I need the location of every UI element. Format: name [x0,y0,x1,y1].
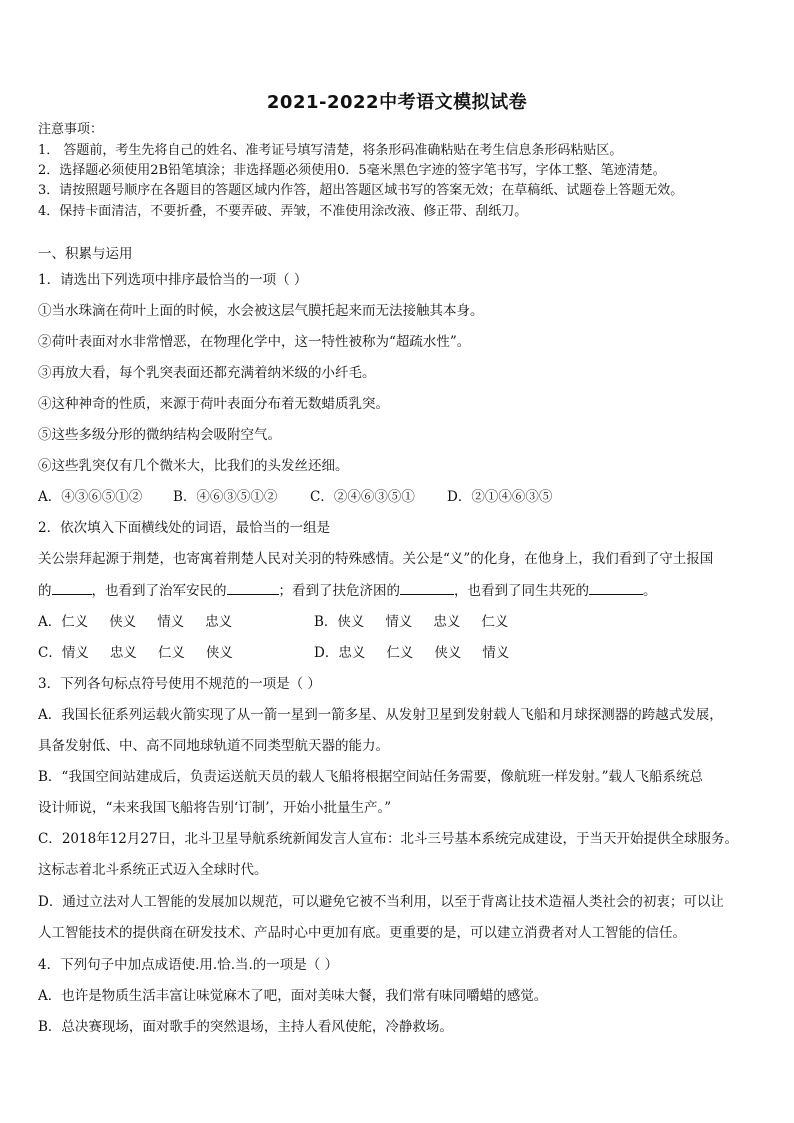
sentence-item: ①当水珠滴在荷叶上面的时候，水会被这层气膜托起来而无法接触其本身。 [38,303,484,319]
stem-text: 当 [234,957,249,973]
option-word: 仁义 [157,645,185,661]
option-a-line[interactable]: A．也许是物质生活丰富让味觉麻木了吧，面对美味大餐，我们常有味同嚼蜡的感觉。 [38,988,548,1004]
option-word: 仁义 [481,614,509,630]
option-d[interactable] [314,643,510,663]
option-word: 侠义 [337,614,365,630]
sentence-item: ⑤这些多级分形的微纳结构会吸附空气。 [38,427,281,443]
option-word: 侠义 [205,645,233,661]
option-word: 忠义 [433,614,461,630]
option-label: B． [314,614,338,630]
stem-text: 的一项是（ ） [252,957,339,973]
answer-options [38,487,763,507]
option-word: 仁义 [61,614,89,630]
option-d-line[interactable]: D．通过立法对人工智能的发展加以规范，可以避免它被不当利用，以至于背离让技术造福人类社会的初衷；可以让 [38,894,724,910]
page-title: 2021-2022中考语文模拟试卷 [266,92,528,113]
notice-item: 3．请按照题号顺序在各题目的答题区域内作答，超出答题区域书写的答案无效；在草稿纸、试题卷上答题无效。 [38,183,684,198]
answer-options-row [314,612,754,632]
sentence-item: ⑥这些乳突仅有几个微米大，比我们的头发丝还细。 [38,458,349,474]
stem-text: 恰 [217,957,231,973]
option-a-line[interactable]: 具备发射低、中、高不同地球轨道不同类型航天器的能力。 [38,738,389,754]
option-b-line[interactable]: B．“我国空间站建成后，负责运送航天员的载人飞船将根据空间站任务需要，像航班一样发射。”载人飞船系统总 [38,769,703,785]
question-stem: 3．下列各句标点符号使用不规范的一项是（ ） [38,676,321,692]
option-d[interactable]: D．②①④⑥③⑤ [447,489,553,505]
passage-line [38,580,763,601]
option-b-line[interactable]: B．总决赛现场，面对歌手的突然退场，主持人看风使舵，冷静救场。 [38,1019,453,1035]
option-word: 侠义 [434,645,462,661]
passage-text: ；看到了扶危济困的 [278,583,400,599]
passage-text: ，也看到了同生共死的 [454,583,589,599]
option-label: D． [314,645,339,661]
option-d-line[interactable]: 人工智能技术的提供商在研发技术、产品时心中更加有底。更重要的是，可以建立消费者对人工智能的信任。 [38,925,686,941]
option-word: 情义 [61,645,89,661]
option-a[interactable] [38,612,233,632]
fill-blank[interactable] [52,580,92,595]
notice-heading: 注意事项： [38,122,104,137]
passage-text: ，也看到了治军安民的 [91,583,227,599]
option-b[interactable]: B．④⑥③⑤①② [173,489,278,505]
option-b[interactable] [314,612,509,632]
stem-dot: . [212,957,218,973]
passage-text: 的 [38,583,52,599]
option-c-line[interactable]: 这标志着北斗系统正式迈入全球时代。 [38,862,268,878]
sentence-item: ③再放大看，每个乳突表面还都充满着纳米级的小纤毛。 [38,365,376,381]
question-stem [38,955,763,975]
option-c[interactable] [38,643,233,663]
fill-blank[interactable] [400,580,454,595]
option-word: 情义 [385,614,413,630]
stem-dot: . [230,957,235,973]
option-c[interactable]: C．②④⑥③⑤① [310,489,415,505]
option-b-line[interactable]: 设计师说，“未来我国飞船将告别‘订制’，开始小批量生产。” [38,800,392,816]
option-word: 忠义 [338,645,366,661]
sentence-item: ②荷叶表面对水非常憎恶，在物理化学中，这一特性被称为“超疏水性”。 [38,334,471,350]
option-c-line[interactable]: C．2018年12月27日，北斗卫星导航系统新闻发言人宣布：北斗三号基本系统完成建设，于当天开始提供全球服务。 [38,831,739,847]
stem-dot: . [195,957,200,973]
option-word: 情义 [157,614,185,630]
fill-blank[interactable] [227,580,279,595]
question-stem: 2．依次填入下面横线处的词语，最恰当的一组是 [38,520,331,536]
option-word: 情义 [482,645,510,661]
fill-blank[interactable] [589,580,643,595]
stem-dot: . [248,957,253,973]
stem-text: 用 [199,957,213,973]
notice-item: 2．选择题必须使用2B铅笔填涂；非选择题必须使用0．5毫米黑色字迹的签字笔书写，字体工整、笔迹清楚。 [38,163,666,178]
sentence-item: ④这种神奇的性质，来源于荷叶表面分布着无数蜡质乳突。 [38,396,389,412]
stem-text: 4．下列句子中加点成语使 [38,957,196,973]
option-word: 忠义 [205,614,233,630]
notice-item: 1． 答题前，考生先将自己的姓名、准考证号填写清楚，将条形码准确粘贴在考生信息条形码粘贴区。 [38,143,623,158]
answer-options-row [314,643,754,663]
option-label: C． [38,645,62,661]
option-word: 忠义 [109,645,137,661]
option-a[interactable]: A．④③⑥⑤①② [38,489,143,505]
question-stem: 1．请选出下列选项中排序最恰当的一项（ ） [38,272,308,288]
option-label: A． [38,614,62,630]
notice-item: 4．保持卡面清洁，不要折叠，不要弄破、弄皱，不准使用涂改液、修正带、刮纸刀。 [38,204,528,219]
option-word: 仁义 [386,645,414,661]
option-a-line[interactable]: A．我国长征系列运载火箭实现了从一箭一星到一箭多星、从发射卫星到发射载人飞船和月球探测器的跨越式发展， [38,707,723,723]
passage-text: 。 [643,583,657,599]
passage-line: 关公崇拜起源于荆楚，也寄寓着荆楚人民对关羽的特殊感情。关公是“义”的化身，在他身上，我们看到了守土报国 [38,551,714,567]
option-word: 侠义 [109,614,137,630]
section-heading: 一、积累与运用 [38,246,133,262]
